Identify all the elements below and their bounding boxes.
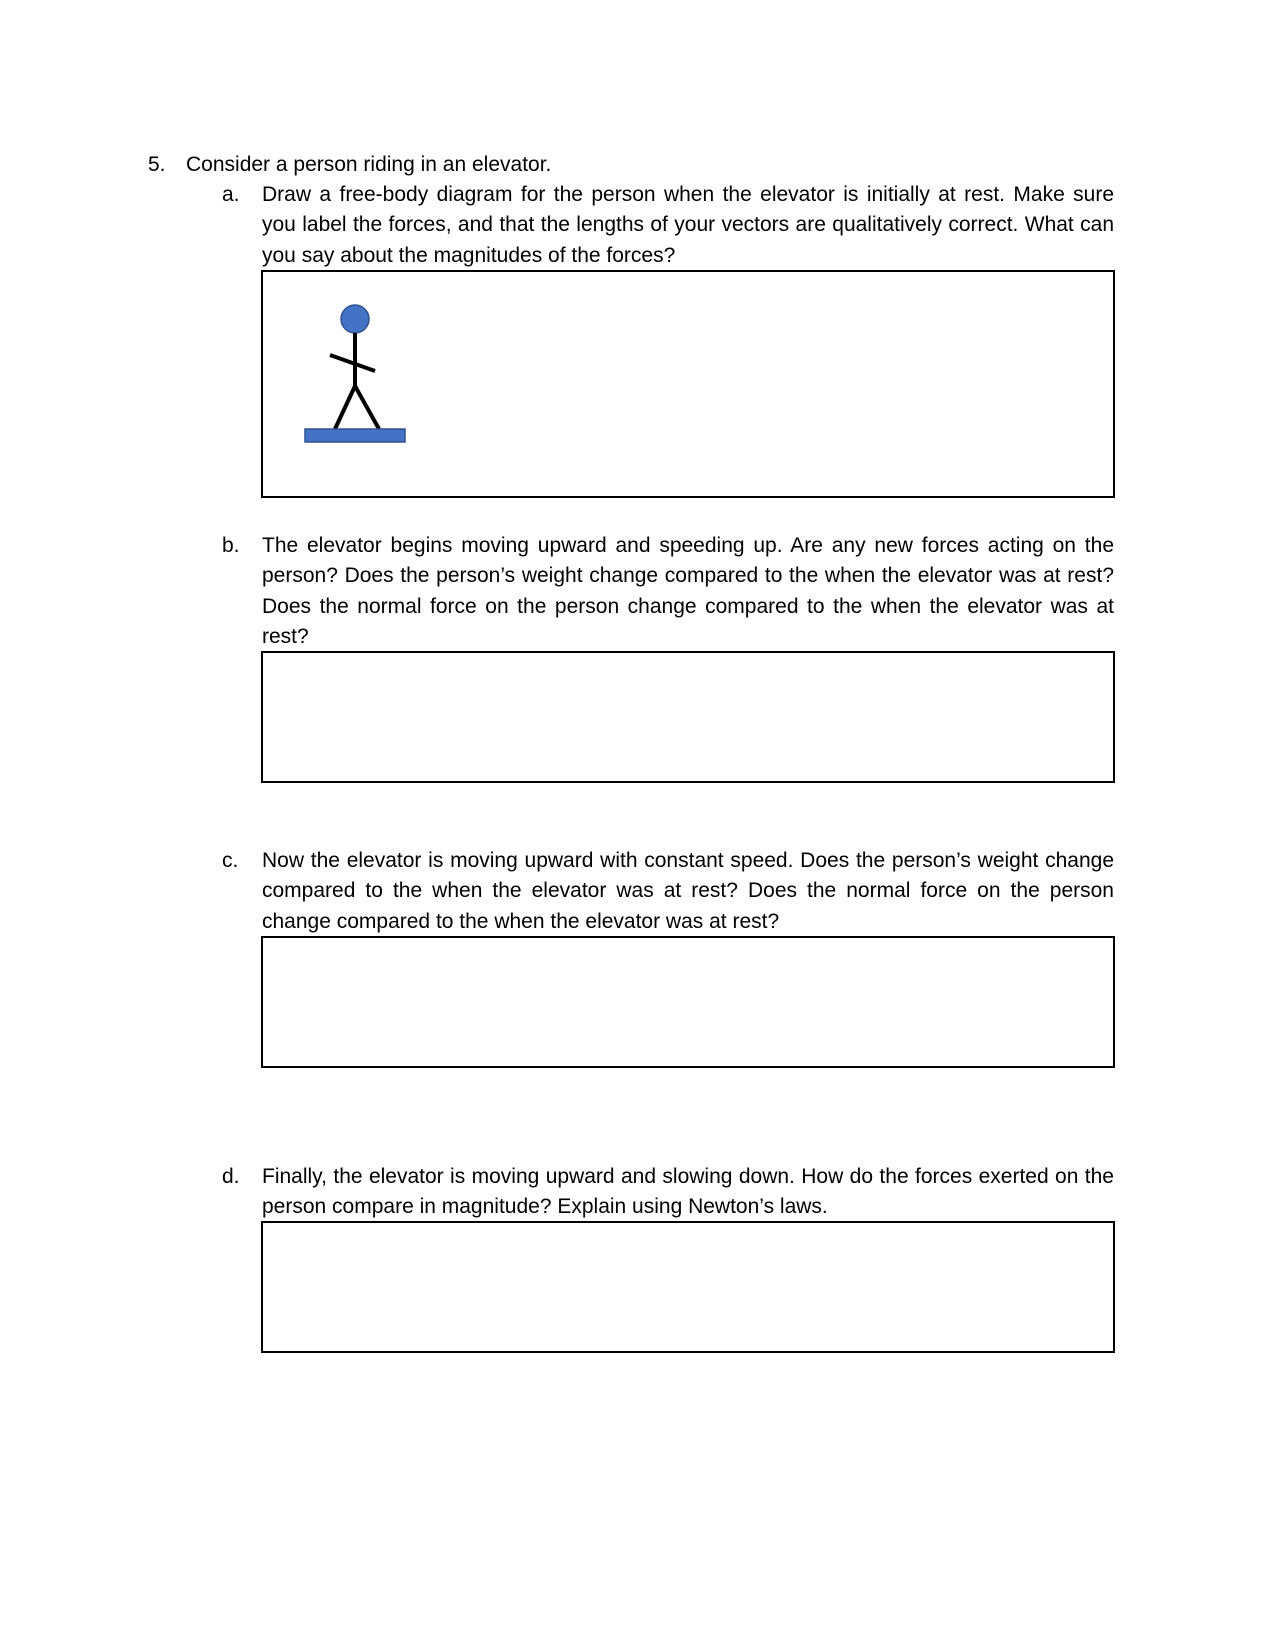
part-b-text: The elevator begins moving upward and speeding up. Are any new forces acting on the person? Does the person’s weight change compared to the when the elevator was at rest? Does the normal force on the person change compared to the when the elevator was at rest? (262, 534, 1114, 648)
figure-head (341, 305, 369, 333)
answer-box-a[interactable] (261, 270, 1115, 498)
part-d-letter: d. (222, 1165, 240, 1188)
part-c-letter: c. (222, 849, 239, 872)
figure-right-leg (355, 386, 379, 429)
figure-arms (330, 355, 375, 371)
part-a (222, 180, 1114, 271)
elevator-floor-platform (305, 429, 405, 442)
question-number: 5. (148, 153, 166, 176)
stick-figure-on-platform-icon (283, 292, 423, 452)
part-d (222, 1162, 1114, 1223)
part-d-text: Finally, the elevator is moving upward and slowing down. How do the forces exerted on the person compare in magnitude? Explain using Newton’s laws. (262, 1165, 1114, 1219)
part-c (222, 846, 1114, 937)
part-a-text: Draw a free-body diagram for the person when the elevator is initially at rest. Make sure you label the forces, and that the lengths of your vectors are qualitatively correct. What can you say about the magnitudes of the forces? (262, 183, 1114, 267)
answer-box-d[interactable] (261, 1221, 1115, 1353)
question-text: Consider a person riding in an elevator. (186, 153, 552, 176)
part-c-text: Now the elevator is moving upward with constant speed. Does the person’s weight change compared to the when the elevator was at rest? Does the normal force on the person change compared to the when the elevator was at rest? (262, 849, 1114, 933)
part-b (222, 531, 1114, 652)
question-prompt (148, 150, 551, 180)
figure-left-leg (335, 386, 355, 429)
answer-box-c[interactable] (261, 936, 1115, 1068)
part-b-letter: b. (222, 534, 240, 557)
part-a-letter: a. (222, 183, 240, 206)
answer-box-b[interactable] (261, 651, 1115, 783)
